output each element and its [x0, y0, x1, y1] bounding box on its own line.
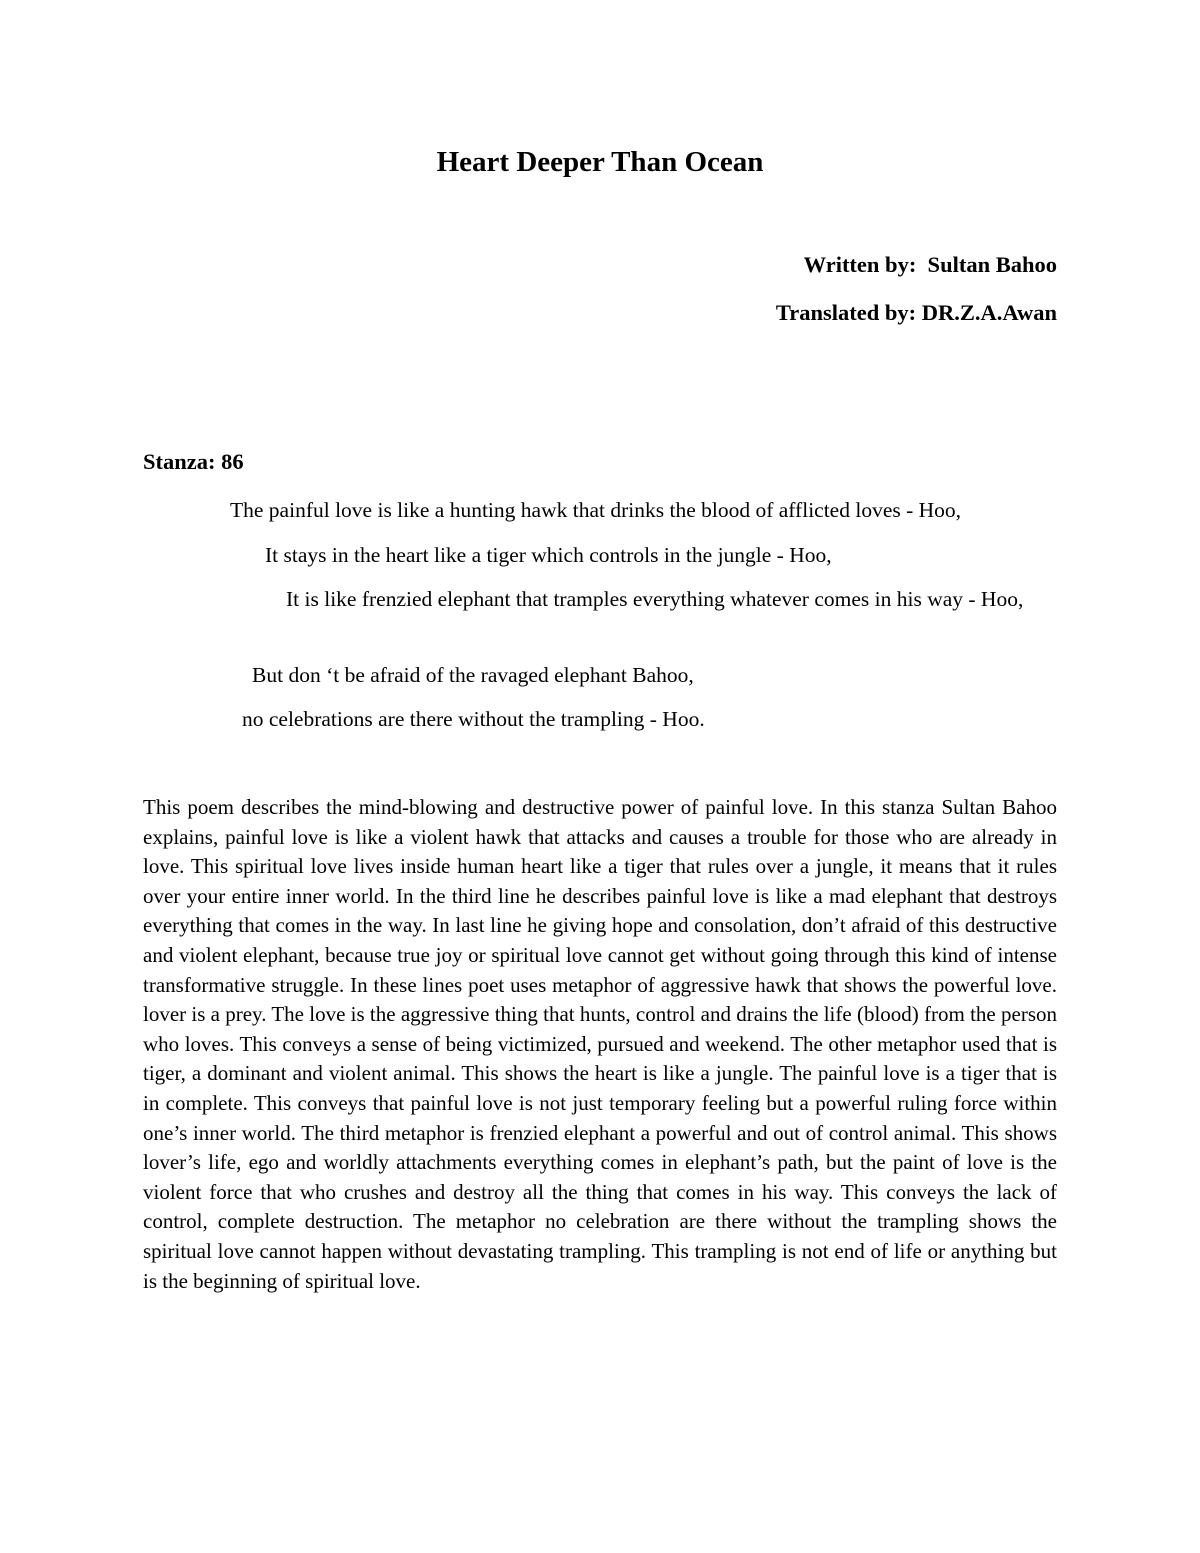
author-credit: Written by: Sultan Bahoo — [803, 252, 1057, 277]
stanza-line-2: It stays in the heart like a tiger which controls in the jungle - Hoo, — [265, 543, 832, 567]
commentary-paragraph: This poem describes the mind-blowing and destructive power of painful love. In this stanza Sultan Bahoo explains, painful love is like a violent hawk that attacks and causes a trouble for those who are already in love. This spiritual love lives inside human heart like a tiger that rules over a jungle, it means that it rules over your entire inner world. In the third line he describes painful love is like a mad elephant that destroys everything that comes in the way. In last line he giving hope and consolation, don’t afraid of this destructive and violent elephant, because true joy or spiritual love cannot get without going through this kind of intense transformative struggle. In these lines poet uses metaphor of aggressive hawk that shows the powerful love. lover is a prey. The love is the aggressive thing that hunts, control and drains the life (blood) from the person who loves. This conveys a sense of being victimized, pursued and weekend. The other metaphor used that is tiger, a dominant and violent animal. This shows the heart is like a jungle. The painful love is a tiger that is in complete. This conveys that painful love is not just temporary feeling but a powerful ruling force within one’s inner world. The third metaphor is frenzied elephant a powerful and out of control animal. This shows lover’s life, ego and worldly attachments everything comes in elephant’s path, but the paint of love is the violent force that who crushes and destroy all the thing that comes in his way. This conveys the lack of control, complete destruction. The metaphor no celebration are there without the trampling shows the spiritual love cannot happen without devastating trampling. This trampling is not end of life or anything but is the beginning of spiritual love. — [143, 795, 1057, 1293]
stanza-line-5: no celebrations are there without the trampling - Hoo. — [242, 707, 705, 731]
page-title: Heart Deeper Than Ocean — [436, 146, 764, 178]
stanza-heading: Stanza: 86 — [143, 449, 244, 474]
stanza-line-1: The painful love is like a hunting hawk that drinks the blood of afflicted loves - Hoo, — [230, 498, 962, 522]
stanza-line-3: It is like frenzied elephant that tramples everything whatever comes in his way - Hoo, — [286, 587, 1024, 611]
translator-credit: Translated by: DR.Z.A.Awan — [775, 300, 1057, 325]
stanza-line-4: But don ‘t be afraid of the ravaged elephant Bahoo, — [252, 663, 694, 687]
